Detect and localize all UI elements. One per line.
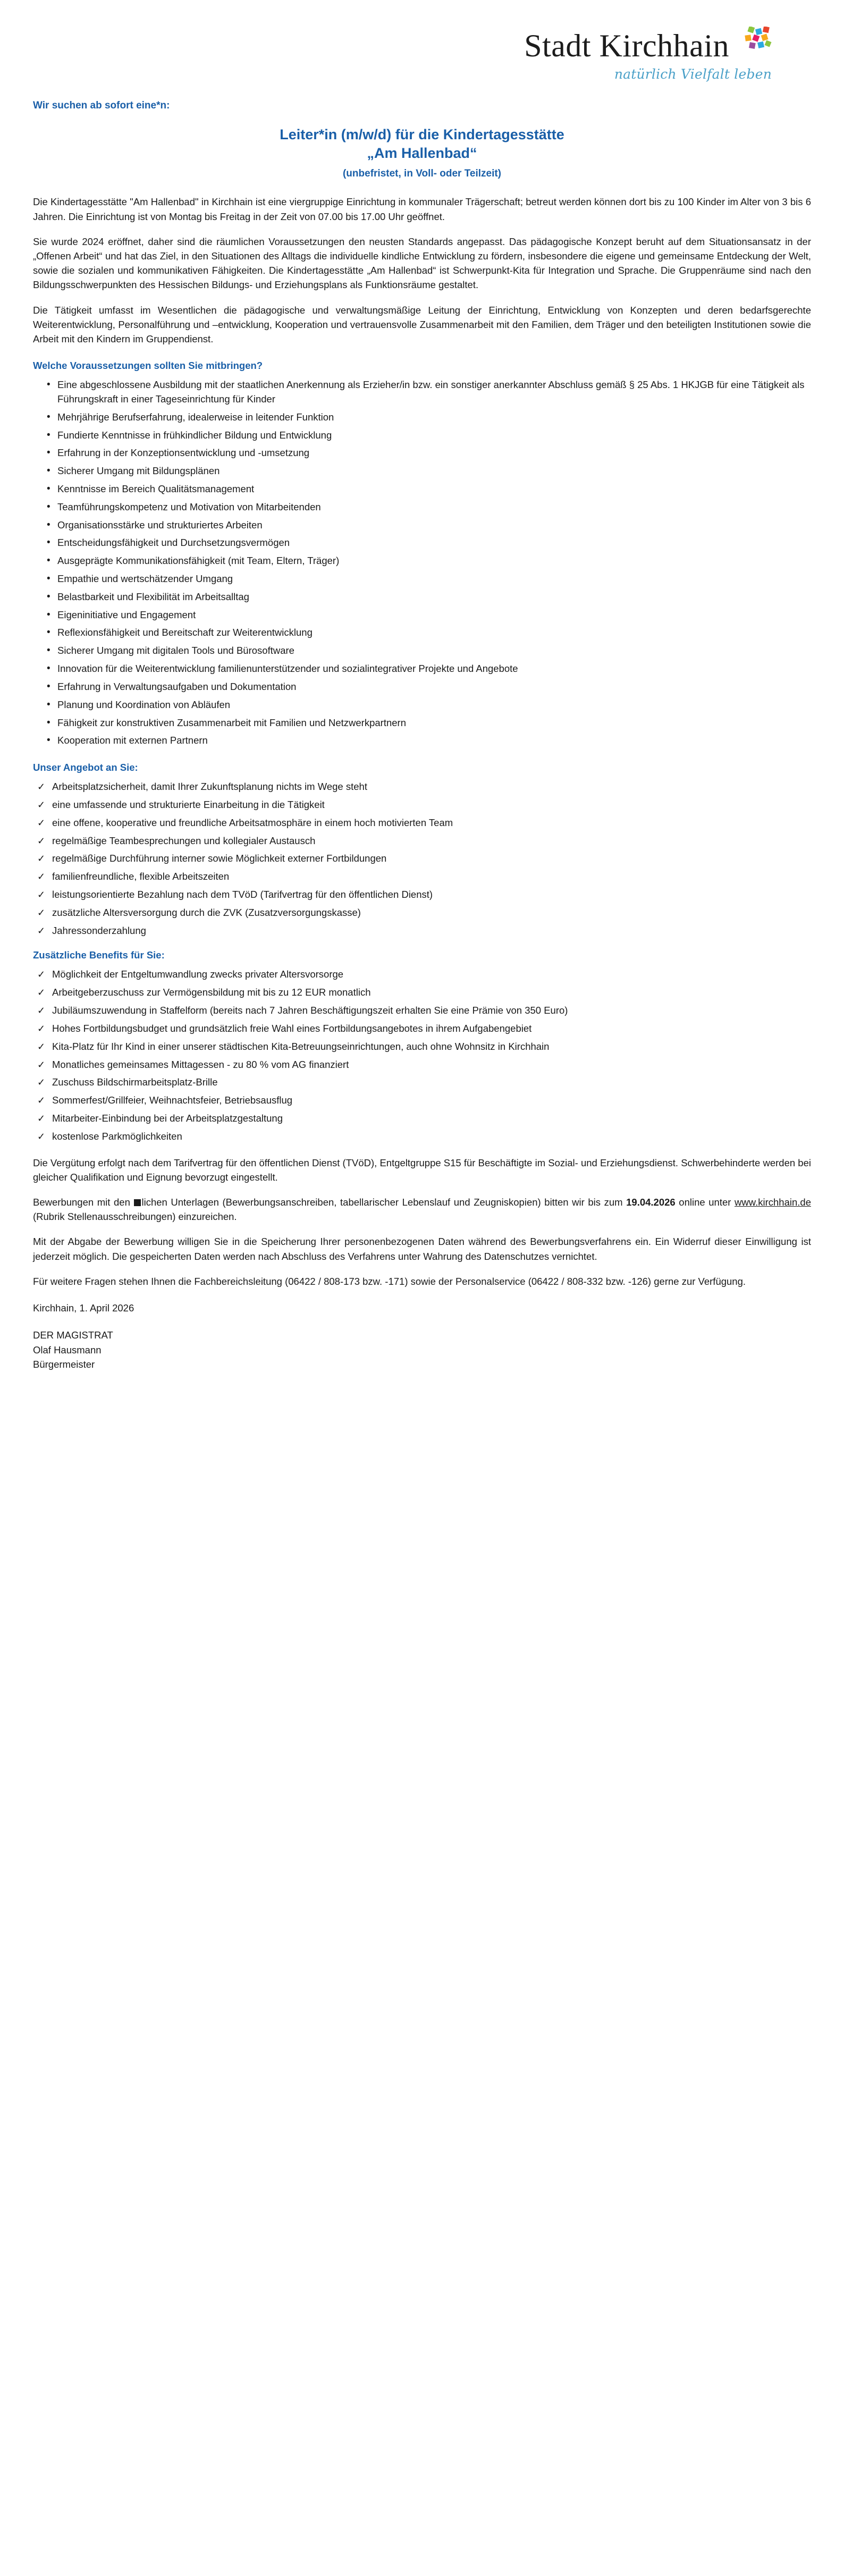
application-deadline: 19.04.2026 [626,1196,676,1208]
application-text-pre: Bewerbungen mit den [33,1196,134,1208]
list-item: ✓ kostenlose Parkmöglichkeiten [33,1130,811,1144]
list-item: • Reflexionsfähigkeit und Bereitschaft zur Weiterentwicklung [33,626,811,640]
list-item: ✓ Arbeitgeberzuschuss zur Vermögensbildung mit bis zu 12 EUR monatlich [33,986,811,1000]
application-text-end: (Rubrik Stellenausschreibungen) einzureichen. [33,1211,237,1223]
list-item: ✓ eine offene, kooperative und freundliche Arbeitsatmosphäre in einem hoch motivierten Team [33,816,811,830]
list-item: • Sicherer Umgang mit Bildungsplänen [33,464,811,478]
date-line: Kirchhain, 1. April 2026 [33,1302,134,1314]
list-item: ✓ Zuschuss Bildschirmarbeitsplatz-Brille [33,1075,811,1090]
paragraph-questions: Für weitere Fragen stehen Ihnen die Fachbereichsleitung (06422 / 808-173 bzw. -171) sowie der Personalservice (06422 / 808-332 bzw. -126) gerne zur Verfügung. [33,1275,746,1287]
list-item: ✓ Kita-Platz für Ihr Kind in einer unserer städtischen Kita-Betreuungseinrichtungen, auch ohne Wohnsitz in Kirchhain [33,1040,811,1054]
list-item: • Entscheidungsfähigkeit und Durchsetzungsvermögen [33,536,811,550]
kirchhain-logo-icon [732,27,774,60]
benefits-heading: Zusätzliche Benefits für Sie: [33,949,165,961]
paragraph-intro: Die Kindertagesstätte "Am Hallenbad" in Kirchhain ist eine viergruppige Einrichtung in kommunaler Trägerschaft; betreut werden können dort bis zu 100 Kinder im Alter von 3 bis 6 Jahren. Die Einrichtung ist von Montag bis Freitag in der Zeit von 07.00 bis 17.00 Uhr geöffnet. [33,196,811,222]
list-item: ✓ Sommerfest/Grillfeier, Weihnachtsfeier, Betriebsausflug [33,1093,811,1108]
list-item: • Kenntnisse im Bereich Qualitätsmanagement [33,482,811,496]
list-item: • Planung und Koordination von Abläufen [33,698,811,712]
list-item: • Organisationsstärke und strukturiertes Arbeiten [33,518,811,533]
list-item: • Kooperation mit externen Partnern [33,734,811,748]
list-item: ✓ Jahressonderzahlung [33,924,811,938]
requirements-list [33,378,811,748]
organization-name: Stadt Kirchhain [524,28,729,63]
list-item: • Eigeninitiative und Engagement [33,608,811,622]
list-item: ✓ Hohes Fortbildungsbudget und grundsätzlich freie Wahl eines Fortbildungsangebotes in ihrem Aufgabengebiet [33,1022,811,1036]
page-title-line2: „Am Hallenbad“ [367,145,477,162]
list-item: ✓ regelmäßige Teambesprechungen und kollegialer Austausch [33,834,811,848]
missing-glyph-box-icon [134,1199,141,1206]
offer-list [33,780,811,938]
logo-slogan: natürlich Vielfalt leben [614,66,772,82]
list-item: ✓ Jubiläumszuwendung in Staffelform (bereits nach 7 Jahren Beschäftigungszeit erhalten Sie eine Prämie von 350 Euro) [33,1004,811,1018]
signature-authority: DER MAGISTRAT [33,1329,113,1341]
list-item: • Erfahrung in Verwaltungsaufgaben und Dokumentation [33,680,811,694]
list-item: • Fundierte Kenntnisse in frühkindlicher Bildung und Entwicklung [33,428,811,443]
signature-block [33,1328,811,1372]
website-link[interactable]: www.kirchhain.de [735,1196,811,1208]
list-item: • Fähigkeit zur konstruktiven Zusammenarbeit mit Familien und Netzwerkpartnern [33,716,811,730]
list-item: • Eine abgeschlossene Ausbildung mit der staatlichen Anerkennung als Erzieher/in bzw. ein sonstiger anerkannter Abschluss gemäß § 25 Abs. 1 HKJGB für eine Tätigkeit als Führungskraft in einer Tageseinrichtung für Kinder [33,378,811,407]
list-item: ✓ Möglichkeit der Entgeltumwandlung zwecks privater Altersvorsorge [33,967,811,982]
list-item: • Mehrjährige Berufserfahrung, idealerweise in leitender Funktion [33,410,811,425]
list-item: • Teamführungskompetenz und Motivation von Mitarbeitenden [33,500,811,515]
list-item: • Innovation für die Weiterentwicklung familienunterstützender und sozialintegrativer Projekte und Angebote [33,662,811,676]
paragraph-privacy: Mit der Abgabe der Bewerbung willigen Sie in die Speicherung Ihrer personenbezogenen Daten während des Bewerbungsverfahrens ein. Ein Widerruf dieser Einwilligung ist jederzeit möglich. Die gespeicherten Daten werden nach Abschluss des Verfahrens unter Wahrung des Datenschutzes vernichtet. [33,1236,811,1262]
paragraph-tasks: Die Tätigkeit umfasst im Wesentlichen die pädagogische und verwaltungsmäßige Leitung der Einrichtung, Entwicklung von Konzepten und deren bedarfsgerechte Weiterentwicklung, Personalführung und –entwicklung, Kooperation und vertrauensvolle Zusammenarbeit mit den Familien, dem Träger und den beteiligten Institutionen sowie die Arbeit mit den Kindern im Gruppendienst. [33,304,811,344]
paragraph-application [33,1195,811,1224]
list-item: ✓ Mitarbeiter-Einbindung bei der Arbeitsplatzgestaltung [33,1112,811,1126]
list-item: ✓ regelmäßige Durchführung interner sowie Möglichkeit externer Fortbildungen [33,852,811,866]
requirements-heading: Welche Voraussetzungen sollten Sie mitbringen? [33,360,263,372]
list-item: ✓ zusätzliche Altersversorgung durch die ZVK (Zusatzversorgungskasse) [33,906,811,920]
list-item: • Erfahrung in der Konzeptionsentwicklung und -umsetzung [33,446,811,460]
benefits-list [33,967,811,1143]
list-item: ✓ eine umfassende und strukturierte Einarbeitung in die Tätigkeit [33,798,811,812]
signature-role: Bürgermeister [33,1359,95,1370]
list-item: • Empathie und wertschätzender Umgang [33,572,811,586]
page-title [33,125,811,163]
list-item: ✓ Arbeitsplatzsicherheit, damit Ihrer Zukunftsplanung nichts im Wege steht [33,780,811,794]
page-title-line1: Leiter*in (m/w/d) für die Kindertagesstätte [280,127,564,143]
list-item: • Ausgeprägte Kommunikationsfähigkeit (mit Team, Eltern, Träger) [33,554,811,568]
list-item: ✓ Monatliches gemeinsames Mittagessen - zu 80 % vom AG finanziert [33,1058,811,1072]
paragraph-pay: Die Vergütung erfolgt nach dem Tarifvertrag für den öffentlichen Dienst (TVöD), Entgeltgruppe S15 für Beschäftigte im Sozial- und Erziehungsdienst. Schwerbehinderte werden bei gleicher Qualifikation und Eignung bevorzugt eingestellt. [33,1157,811,1183]
page-subtitle: (unbefristet, in Voll- oder Teilzeit) [342,168,502,180]
list-item: • Sicherer Umgang mit digitalen Tools und Bürosoftware [33,644,811,658]
list-item: ✓ leistungsorientierte Bezahlung nach dem TVöD (Tarifvertrag für den öffentlichen Dienst) [33,888,811,902]
logo-header [33,24,811,82]
list-item: • Belastbarkeit und Flexibilität im Arbeitsalltag [33,590,811,604]
offer-heading: Unser Angebot an Sie: [33,762,138,773]
list-item: ✓ familienfreundliche, flexible Arbeitszeiten [33,870,811,884]
paragraph-concept: Sie wurde 2024 eröffnet, daher sind die räumlichen Voraussetzungen den neusten Standards angepasst. Das pädagogische Konzept beruht auf dem Situationsansatz in der „Offenen Arbeit“ und hat das Ziel, in den Situationen des Alltags die individuelle kindliche Entwicklung zu fördern, insbesondere die eigene und gemeinsame Entdeckung der Welt, sowie die sozialen und kommunikativen Fähigkeiten. Die Kindertagesstätte „Am Hallenbad“ ist Schwerpunkt-Kita für Integration und Sprache. Die Gruppenräume sind nach den Bildungsschwerpunkten des Hessischen Bildungs- und Erziehungsplans als Funktionsräume gestaltet. [33,235,811,291]
application-text-mid: lichen Unterlagen (Bewerbungsanschreiben, tabellarischer Lebenslauf und Zeugniskopien) bitten wir bis zum [141,1196,627,1208]
signature-name: Olaf Hausmann [33,1344,102,1356]
application-text-post: online unter [675,1196,735,1208]
intro-line: Wir suchen ab sofort eine*n: [33,100,170,112]
